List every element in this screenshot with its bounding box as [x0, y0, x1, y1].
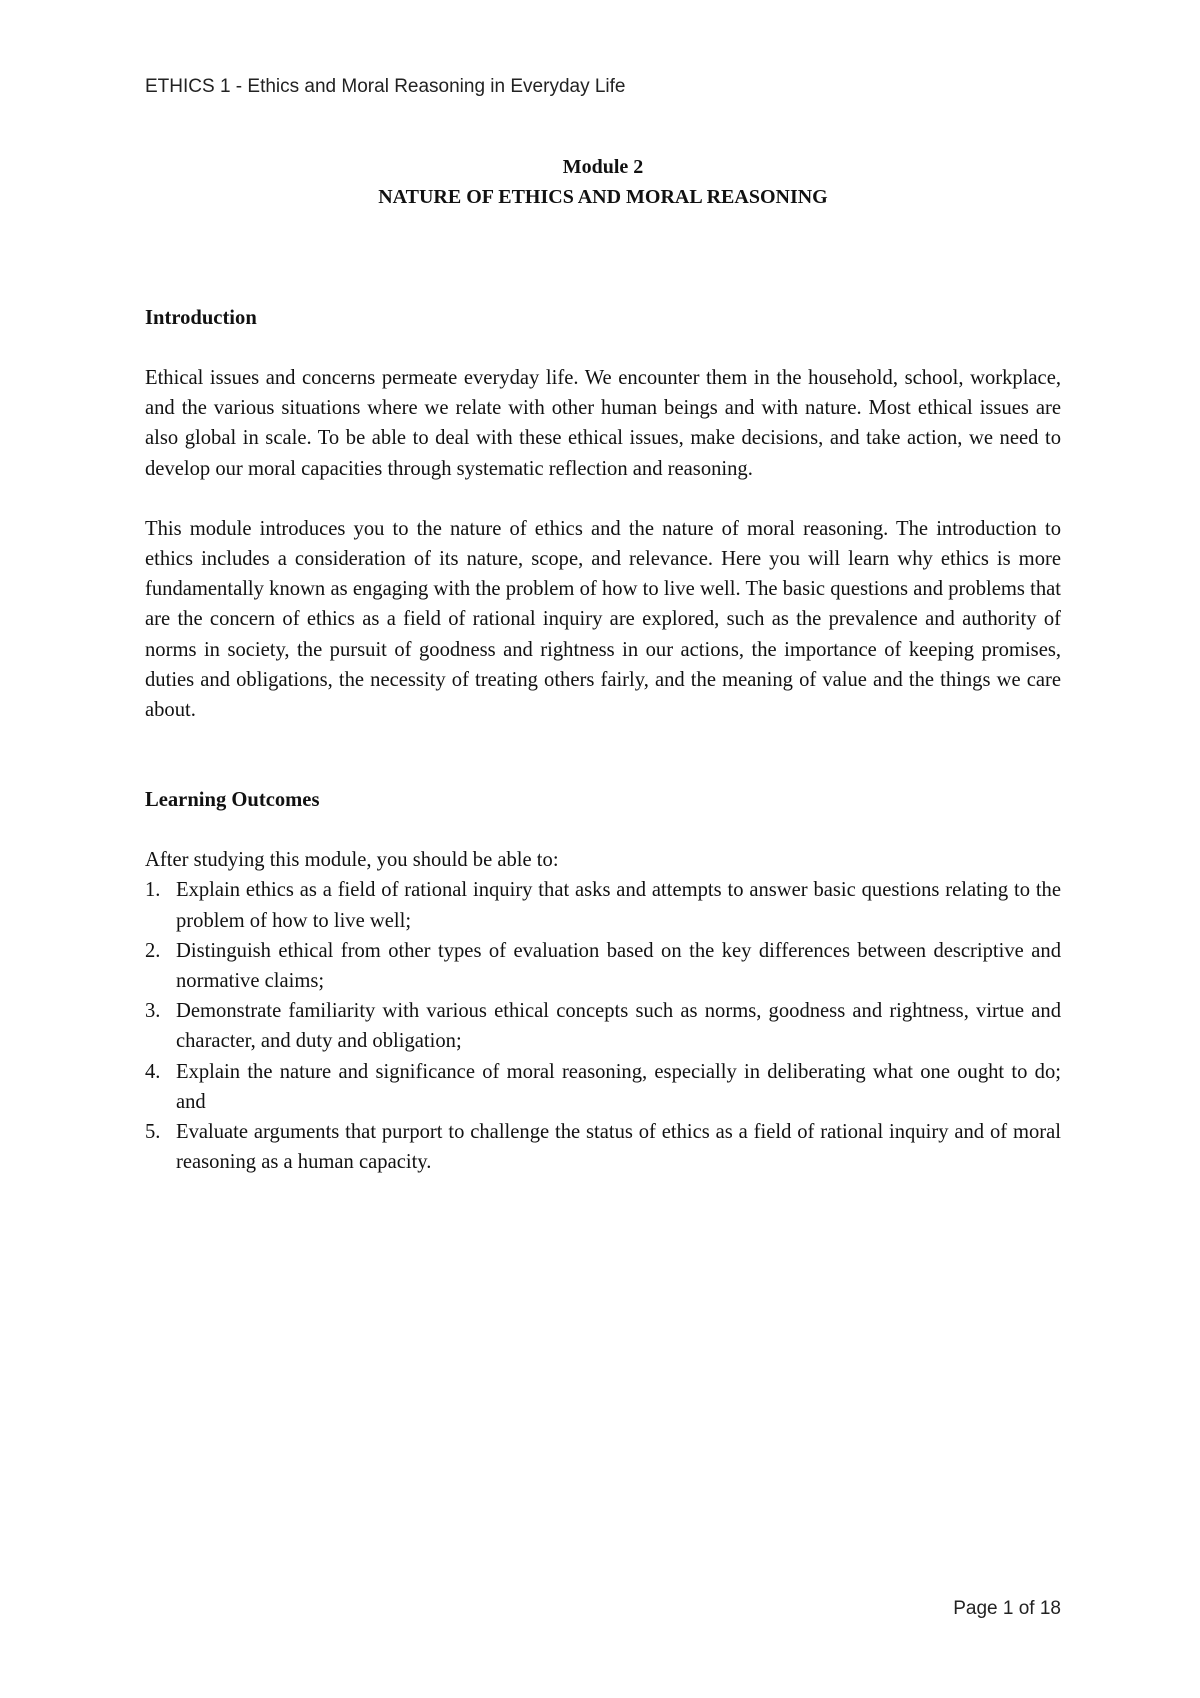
page-number: Page 1 of 18 — [953, 1598, 1061, 1619]
list-item-number: 2. — [145, 939, 161, 962]
list-item-text: Distinguish ethical from other types of evaluation based on the key differences between descriptive and normative claims; — [176, 939, 1061, 993]
module-title-block — [145, 152, 1061, 212]
list-item — [145, 936, 1061, 996]
list-item — [145, 996, 1061, 1056]
module-content — [145, 303, 1061, 1177]
list-item-text: Explain ethics as a field of rational inquiry that asks and attempts to answer basic questions relating to the problem of how to live well; — [176, 879, 1061, 932]
module-subtitle: NATURE OF ETHICS AND MORAL REASONING — [378, 186, 828, 208]
list-item-number: 3. — [145, 1000, 161, 1023]
list-item — [145, 1117, 1061, 1177]
learning-outcomes-list — [145, 875, 1061, 1177]
list-item-text: Demonstrate familiarity with various ethical concepts such as norms, goodness and rightness, virtue and character, and duty and obligation; — [176, 1000, 1061, 1053]
list-item-number: 5. — [145, 1121, 161, 1144]
list-item — [145, 1057, 1061, 1117]
introduction-heading: Introduction — [145, 307, 257, 329]
list-item — [145, 875, 1061, 935]
list-item-text: Evaluate arguments that purport to challenge the status of ethics as a field of rational inquiry and of moral reasoning as a human capacity. — [176, 1121, 1061, 1174]
introduction-paragraph-1: Ethical issues and concerns permeate everyday life. We encounter them in the household, school, workplace, and the various situations where we relate with other human beings and with nature. Most ethical issues are also global in scale. To be able to deal with these ethical issues, make decisions, and take action, we need to develop our moral capacities through systematic reflection and reasoning. — [145, 367, 1061, 480]
running-header: ETHICS 1 - Ethics and Moral Reasoning in Everyday Life — [145, 76, 626, 97]
list-item-number: 1. — [145, 879, 161, 902]
introduction-paragraph-2: This module introduces you to the nature of ethics and the nature of moral reasoning. The introduction to ethics includes a consideration of its nature, scope, and relevance. Here you will learn why ethics is more fundamentally known as engaging with the problem of how to live well. The basic questions and problems that are the concern of ethics as a field of rational inquiry are explored, such as the prevalence and authority of norms in society, the pursuit of goodness and rightness in our actions, the importance of keeping promises, duties and obligations, the necessity of treating others fairly, and the meaning of value and the things we care about. — [145, 517, 1061, 722]
learning-outcomes-lead: After studying this module, you should be able to: — [145, 849, 559, 872]
learning-outcomes-heading: Learning Outcomes — [145, 789, 320, 812]
module-number: Module 2 — [562, 156, 644, 178]
list-item-text: Explain the nature and significance of moral reasoning, especially in deliberating what one ought to do; and — [176, 1060, 1061, 1113]
list-item-number: 4. — [145, 1060, 161, 1083]
